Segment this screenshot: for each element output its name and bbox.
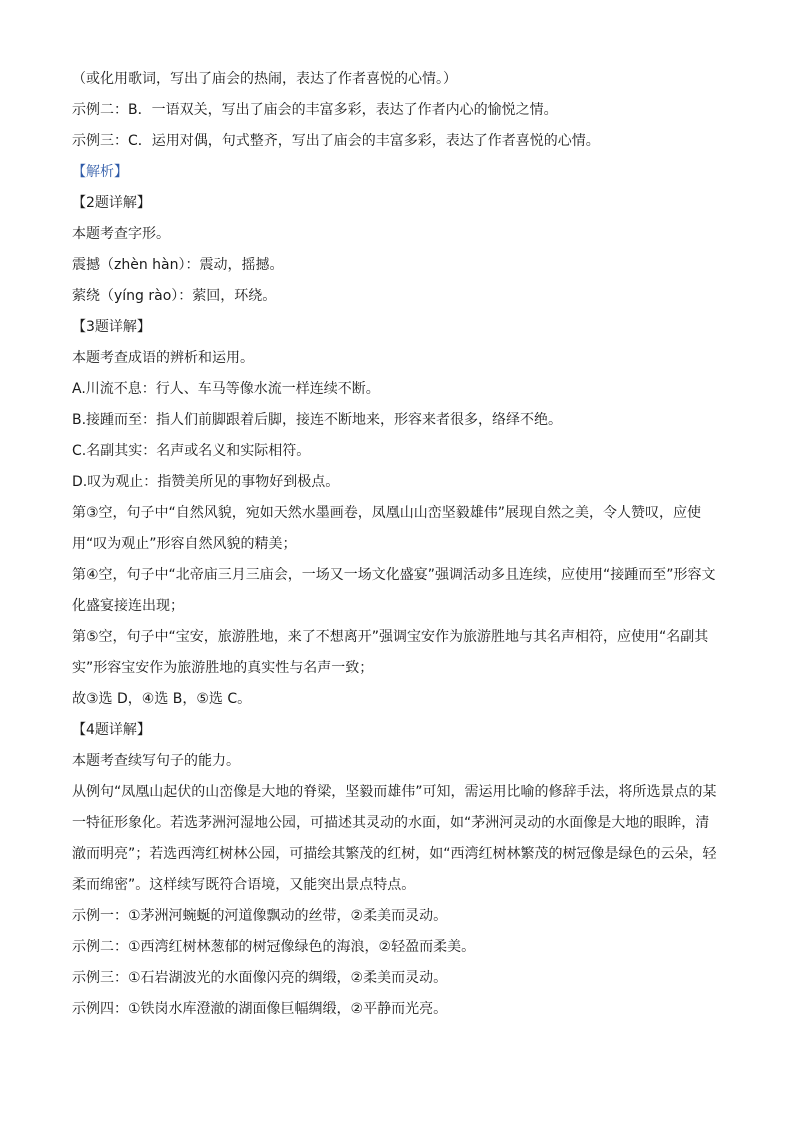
q3-item: C.名副其实：名声或名义和实际相符。 [72,443,311,459]
q3-blank-5-explanation: 第⑤空，句子中“宝安，旅游胜地，来了不想离开”强调宝安作为旅游胜地与其名声相符，应使用“名副其实”形容宝安作为旅游胜地的真实性与名声一致； [72,629,709,676]
q3-conclusion: 故③选 D，④选 B，⑤选 C。 [72,691,252,707]
q2-item: 萦绕（yíng rào）：萦回，环绕。 [72,288,277,304]
answer-example-2: 示例二：B．一语双关，写出了庙会的丰富多彩，表达了作者内心的愉悦之情。 [72,102,558,118]
q4-intro: 本题考查续写句子的能力。 [72,753,240,769]
analysis-label: 【解析】 [72,164,128,180]
q4-example-3: 示例三：①石岩湖波光的水面像闪亮的绸缎，②柔美而灵动。 [72,970,448,986]
q3-blank-4-explanation: 第④空，句子中“北帝庙三月三庙会，一场又一场文化盛宴”强调活动多且连续，应使用“接踵而至”形容文化盛宴接连出现； [72,567,716,614]
q4-example-1: 示例一：①茅洲河蜿蜒的河道像飘动的丝带，②柔美而灵动。 [72,908,448,924]
q3-item: A.川流不息：行人、车马等像水流一样连续不断。 [72,381,380,397]
q4-explanation: 从例句“凤凰山起伏的山峦像是大地的脊梁，坚毅而雄伟”可知，需运用比喻的修辞手法，将所选景点的某一特征形象化。若选茅洲河湿地公园，可描述其灵动的水面，如“茅洲河灵动的水面像是大地的眼眸，清澈而明亮”；若选西湾红树林公园，可描绘其繁茂的红树，如“西湾红树林繁茂的树冠像是绿色的云朵，轻柔而绵密”。这样续写既符合语境，又能突出景点特点。 [72,784,717,893]
q3-item: B.接踵而至：指人们前脚跟着后脚，接连不断地来，形容来者很多，络绎不绝。 [72,412,563,428]
q4-example-2: 示例二：①西湾红树林葱郁的树冠像绿色的海浪，②轻盈而柔美。 [72,939,476,955]
q2-heading: 【2题详解】 [72,195,151,211]
q4-example-4: 示例四：①铁岗水库澄澈的湖面像巨幅绸缎，②平静而光亮。 [72,1001,448,1017]
answer-example-3: 示例三：C．运用对偶，句式整齐，写出了庙会的丰富多彩，表达了作者喜悦的心情。 [72,133,600,149]
q3-item: D.叹为观止：指赞美所见的事物好到极点。 [72,474,340,490]
q3-heading: 【3题详解】 [72,319,151,335]
q3-blank-3-explanation: 第③空，句子中“自然风貌，宛如天然水墨画卷，凤凰山山峦坚毅雄伟”展现自然之美，令人赞叹，应使用“叹为观止”形容自然风貌的精美； [72,505,702,552]
q2-item: 震撼（zhèn hàn）：震动，摇撼。 [72,257,284,273]
q2-intro: 本题考查字形。 [72,226,170,242]
document-page [72,64,722,1025]
answer-line-1: （或化用歌词，写出了庙会的热闹，表达了作者喜悦的心情。） [72,71,457,87]
q4-heading: 【4题详解】 [72,722,151,738]
q3-intro: 本题考查成语的辨析和运用。 [72,350,254,366]
